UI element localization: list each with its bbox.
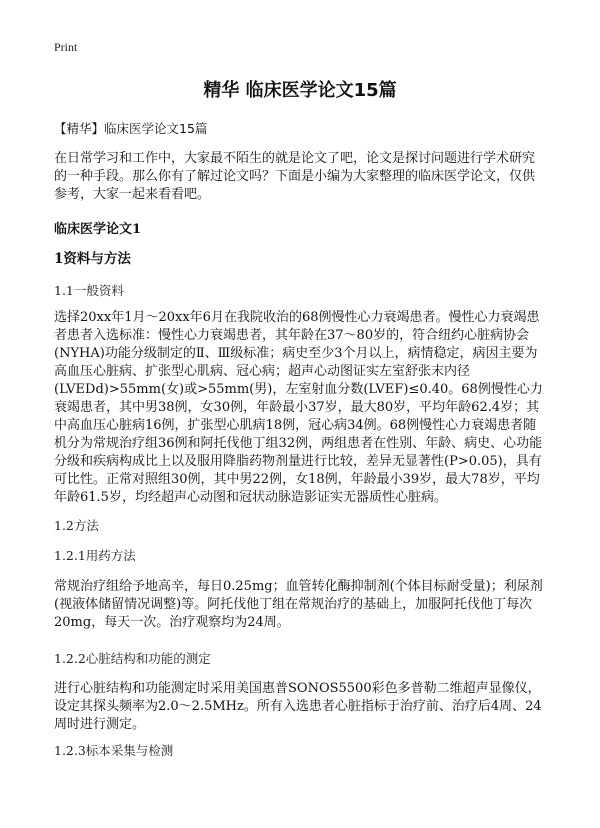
heading-drug-method: 1.2.1用药方法 <box>54 548 136 563</box>
heading-heart-measurement: 1.2.2心脏结构和功能的测定 <box>54 651 211 666</box>
heading-methods: 1资料与方法 <box>54 251 131 267</box>
intro-paragraph: 在日常学习和工作中，大家最不陌生的就是论文了吧，论文是探讨问题进行学术研究的一种手段。那么你有了解过论文吗？下面是小编为大家整理的临床医学论文，仅供参考，大家一起来看看吧。 <box>54 151 536 202</box>
paragraph-heart-measurement: 进行心脏结构和功能测定时采用美国惠普SONOS5500彩色多普勒二维超声显像仪，设定其探头频率为2.0～2.5MHz。所有入选患者心脏指标于治疗前、治疗后4周、24周时进行测定。 <box>54 681 542 732</box>
heading-method: 1.2方法 <box>54 518 99 533</box>
print-link[interactable]: Print <box>54 40 78 54</box>
doc-subtitle: 【精华】临床医学论文15篇 <box>54 121 208 136</box>
section-heading: 临床医学论文1 <box>54 222 142 237</box>
heading-general-info: 1.1一般资料 <box>54 283 124 298</box>
paragraph-general-info: 选择20xx年1月～20xx年6月在我院收治的68例慢性心力衰竭患者。慢性心力衰竭患者患者入选标准：慢性心力衰竭患者，其年龄在37～80岁的，符合纽约心脏病协会(NYHA)功能分级制定的Ⅱ、Ⅲ级标准；病史至少3个月以上，病情稳定，病因主要为高血压心脏病、扩张型心肌病、冠心病；超声心动图证实左室舒张末内径(LVEDd)>55mm(女)或>55mm(男)，左室射血分数(LVEF)≤0.40。68例慢性心力衰竭患者，其中男38例，女30例，年龄最小37岁，最大80岁，平均年龄62.4岁；其中高血压心脏病16例，扩张型心肌病18例，冠心病34例。68例慢性心力衰竭患者随机分为常规治疗组36例和阿托伐他丁组32例，两组患者在性别、年龄、病史、心功能分级和疾病构成比上以及服用降脂药物剂量进行比较，差异无显著性(P>0.05)，具有可比性。正常对照组30例，其中男22例，女18例，年龄最小39岁，最大78岁，平均年龄61.5岁，均经超声心动图和冠状动脉造影证实无器质性心脏病。 <box>54 310 543 505</box>
paragraph-drug-method: 常规治疗组给予地高辛，每日0.25mg；血管转化酶抑制剂(个体目标耐受量)；利尿剂(视液体储留情况调整)等。阿托伐他丁组在常规治疗的基础上，加服阿托伐他丁每次20mg，每天一次。治疗观察均为24周。 <box>54 579 543 630</box>
heading-sample-collection: 1.2.3标本采集与检测 <box>54 743 174 758</box>
page-title: 精华 临床医学论文15篇 <box>203 80 397 101</box>
